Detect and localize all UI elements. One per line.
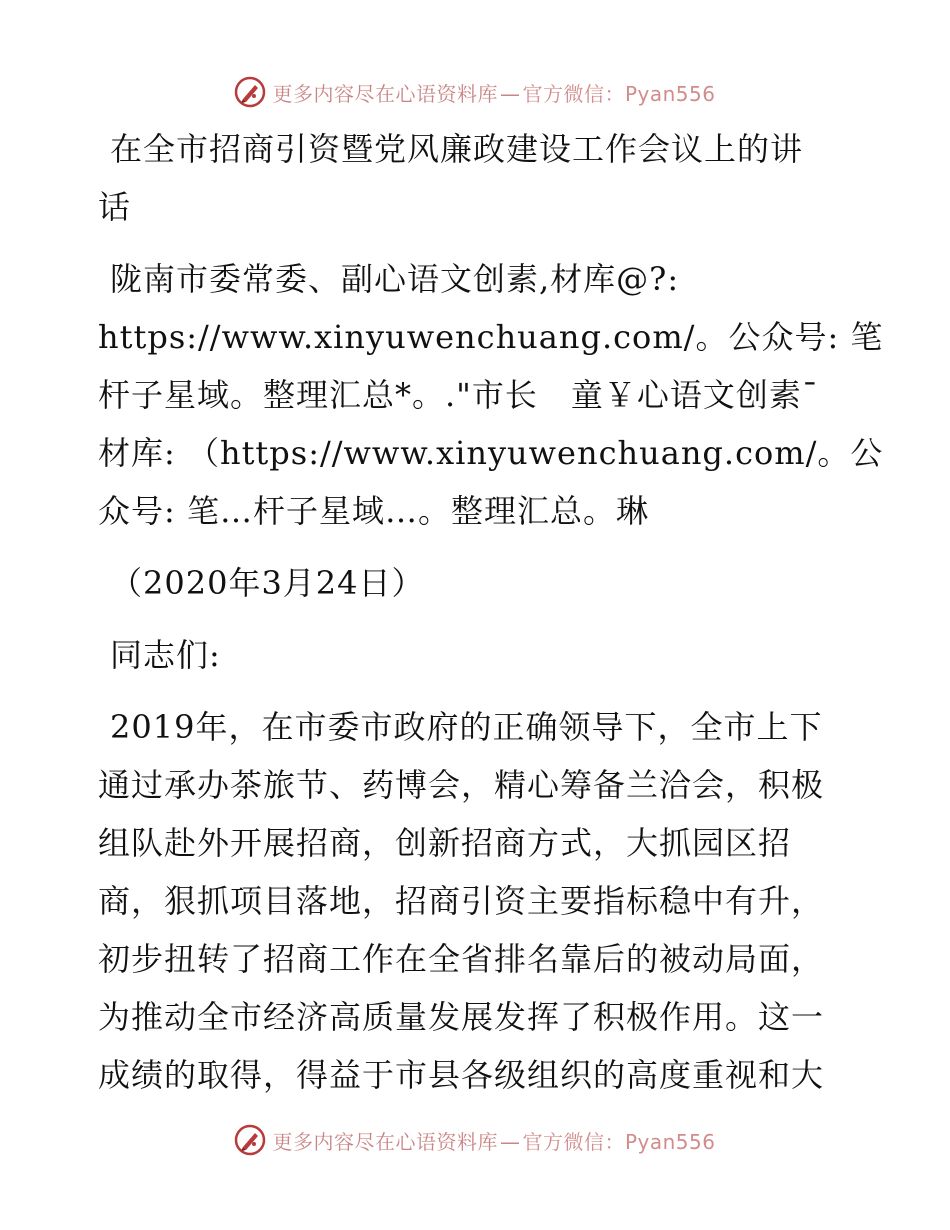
watermark-dash: —	[499, 1129, 521, 1154]
body-line-2: 通过承办茶旅节、药博会，精心筹备兰洽会，积极	[98, 766, 825, 804]
body-line-7: 成绩的取得，得益于市县各级组织的高度重视和大	[98, 1056, 825, 1094]
pen-logo-icon	[234, 1124, 266, 1156]
author-line-2: https://www.xinyuwenchuang.com/。公众号: 笔	[98, 318, 884, 356]
watermark-text: 更多内容尽在心语资料库	[272, 81, 498, 106]
body-line-5: 初步扭转了招商工作在全省排名靠后的被动局面，	[98, 940, 825, 978]
body-line-6: 为推动全市经济高质量发展发挥了积极作用。这一	[98, 998, 825, 1036]
title-line-2: 话	[98, 188, 132, 226]
pen-logo-icon	[234, 76, 266, 108]
body-line-1: 2019年，在市委市政府的正确领导下，全市上下	[110, 708, 823, 746]
author-line-4: 材库: （https://www.xinyuwenchuang.com/。公	[98, 434, 884, 472]
footer-watermark	[0, 1120, 950, 1160]
watermark-dash: —	[499, 81, 521, 106]
header-watermark	[0, 72, 950, 112]
watermark-wechat: 官方微信：Pyan556	[522, 1129, 716, 1154]
body-line-3: 组队赴外开展招商，创新招商方式，大抓园区招	[98, 824, 792, 862]
author-line-3: 杆子星域。整理汇总*。."市长 童￥心语文创素¯	[98, 376, 819, 414]
author-line-5: 众号: 笔…杆子星域…。整理汇总。琳	[98, 492, 649, 530]
document-body	[98, 120, 884, 1104]
author-line-1: 陇南市委常委、副心语文创素,材库@?:	[110, 260, 680, 298]
body-line-4: 商，狠抓项目落地，招商引资主要指标稳中有升，	[98, 882, 825, 920]
speech-date: （2020年3月24日）	[110, 564, 425, 602]
salutation: 同志们:	[110, 636, 221, 674]
title-line-1: 在全市招商引资暨党风廉政建设工作会议上的讲	[110, 130, 804, 168]
watermark-wechat: 官方微信：Pyan556	[522, 81, 716, 106]
watermark-text: 更多内容尽在心语资料库	[272, 1129, 498, 1154]
